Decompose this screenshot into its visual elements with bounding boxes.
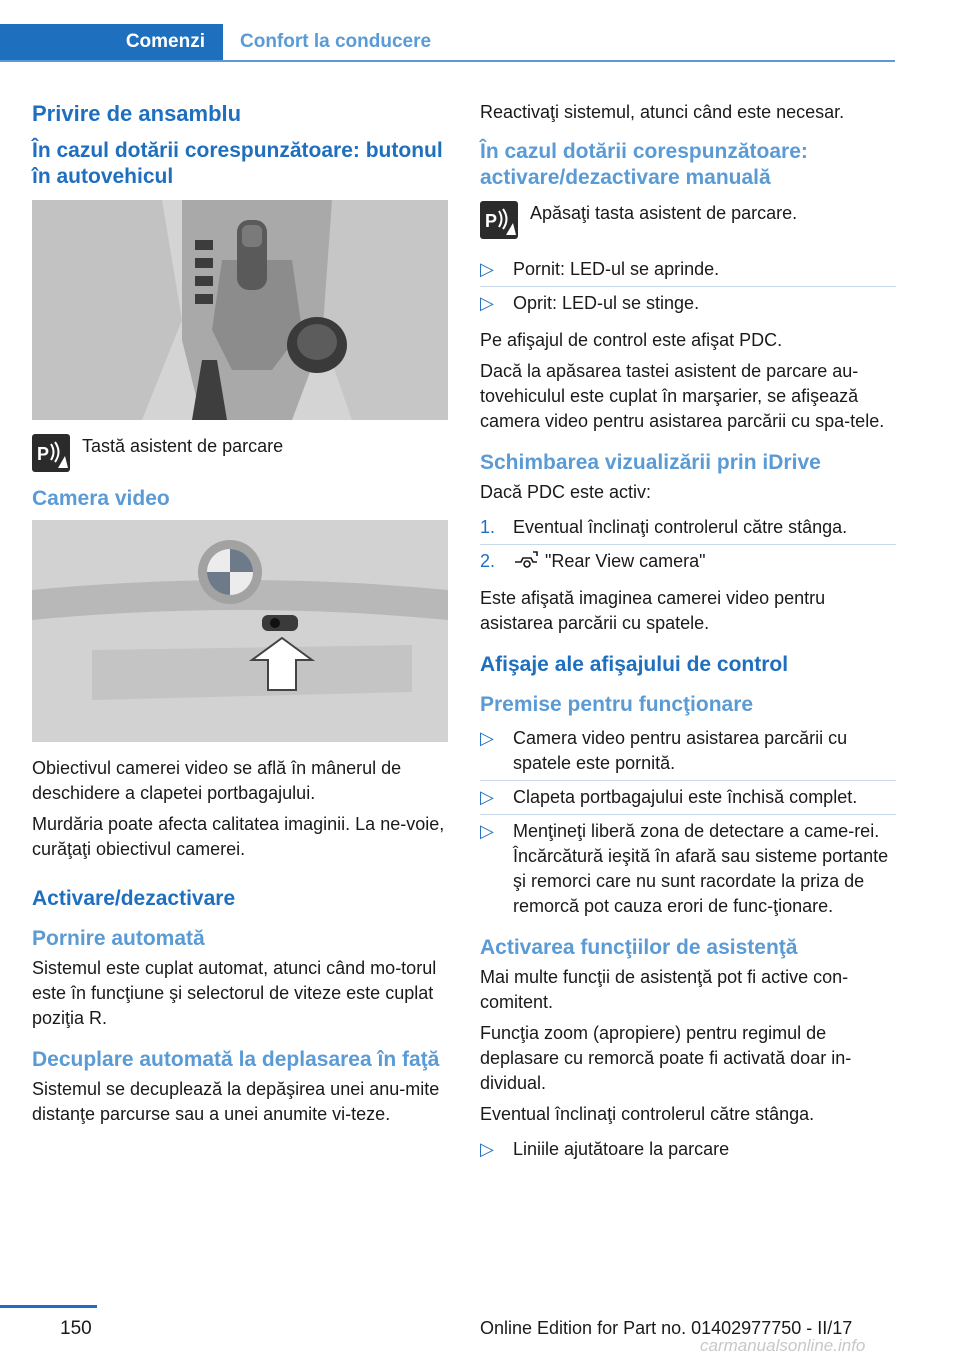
- list-item: ▷ Pornit: LED-ul se aprinde.: [480, 253, 896, 287]
- triangle-bullet-icon: ▷: [480, 821, 494, 841]
- parking-assistant-button-icon: [480, 201, 518, 239]
- auto-start-paragraph: Sistemul este cuplat automat, atunci când mo-torul este în funcţiune şi selectorul de viteze este cuplat poziţia R.: [32, 958, 437, 1028]
- manual-paragraph-1: Pe afişajul de control este afişat PDC.: [480, 330, 783, 350]
- left-column: [32, 100, 448, 1133]
- triangle-bullet-icon: ▷: [480, 1139, 494, 1159]
- list-item: ▷ Clapeta portbagajului este închisă complet.: [480, 781, 896, 815]
- heading-manual-activation: În cazul dotării corespunzătoare: activare/dezactivare manuală: [480, 140, 808, 189]
- camera-paragraph-1: Obiectivul camerei video se află în mânerul de deschidere a clapetei portbagajului.: [32, 758, 402, 803]
- assist-paragraph-2: Funcţia zoom (apropiere) pentru regimul de deplasare cu remorcă poate fi activată doar in-dividual.: [480, 1023, 852, 1093]
- button-caption-row: [32, 434, 448, 472]
- heading-premises: Premise pentru funcţionare: [480, 693, 754, 716]
- manual-caption: Apăsaţi tasta asistent de parcare.: [530, 203, 798, 223]
- idrive-paragraph: Este afişată imaginea camerei video pentru asistarea parcării cu spatele.: [480, 588, 826, 633]
- list-item: 1. Eventual înclinaţi controlerul către stânga.: [480, 511, 896, 545]
- auto-off-paragraph: Sistemul se decuplează la depăşirea unei anu-mite distanţe parcurse sau a unei anumite vi-teze.: [32, 1079, 440, 1124]
- tab-comenzi[interactable]: Comenzi: [0, 24, 223, 60]
- console-photo: [32, 200, 448, 420]
- heading-auto-start: Pornire automată: [32, 927, 205, 950]
- idrive-intro: Dacă PDC este activ:: [480, 482, 652, 502]
- triangle-bullet-icon: ▷: [480, 293, 494, 313]
- right-column: [480, 100, 896, 1174]
- manual-paragraph-2: Dacă la apăsarea tastei asistent de parcare au-tovehiculul este cuplat în marşarier, se afişează camera video pentru asistarea parcării cu spa-tele.: [480, 361, 885, 431]
- tab-confort-la-conducere[interactable]: Confort la conducere: [240, 31, 432, 52]
- assist-paragraph-3: Eventual înclinaţi controlerul către stânga.: [480, 1104, 815, 1124]
- triangle-bullet-icon: ▷: [480, 787, 494, 807]
- premises-list: [480, 722, 896, 923]
- rear-view-camera-icon: [513, 550, 539, 570]
- heading-overview: Privire de ansamblu: [32, 101, 242, 126]
- header-divider: [0, 60, 895, 62]
- page-header: [0, 24, 895, 62]
- watermark: carmanualsonline.info: [700, 1336, 866, 1355]
- parking-assistant-button-icon: [32, 434, 70, 472]
- idrive-steps-list: [480, 511, 896, 578]
- list-item: ▷ Menţineţi liberă zona de detectare a came-rei. Încărcătură ieşită în afară sau sisteme portante şi remorci care nu sunt racordate la priza de remorcă pot cauza erori de func-ţionare.: [480, 821, 889, 916]
- edition-note: Online Edition for Part no. 01402977750 - II/17: [480, 1318, 853, 1338]
- list-item: ▷ Oprit: LED-ul se stinge.: [480, 287, 896, 320]
- reactivate-paragraph: Reactivaţi sistemul, atunci când este necesar.: [480, 102, 845, 122]
- list-item: ▷ Camera video pentru asistarea parcării cu spatele este pornită.: [480, 722, 896, 781]
- console-illustration: [32, 200, 448, 420]
- triangle-bullet-icon: ▷: [480, 259, 494, 279]
- camera-paragraph-2: Murdăria poate afecta calitatea imaginii. La ne-voie, curăţaţi obiectivul camerei.: [32, 814, 445, 859]
- svg-text:P: P: [485, 211, 498, 231]
- heading-auto-off: Decuplare automată la deplasarea în faţă: [32, 1048, 440, 1071]
- step-number: 1.: [480, 517, 496, 537]
- svg-text:P: P: [37, 444, 50, 464]
- button-caption: Tastă asistent de parcare: [82, 436, 284, 456]
- tailgate-illustration: [32, 520, 448, 742]
- assist-list: [480, 1133, 896, 1166]
- heading-displays: Afişaje ale afişajului de control: [480, 653, 789, 676]
- heading-assist-functions: Activarea funcţiilor de asistenţă: [480, 936, 798, 959]
- footer-divider: [0, 1305, 97, 1308]
- heading-idrive: Schimbarea vizualizării prin iDrive: [480, 451, 821, 474]
- step-number: 2.: [480, 551, 496, 571]
- assist-paragraph-1: Mai multe funcţii de asistenţă pot fi active con-comitent.: [480, 967, 849, 1012]
- list-item: ▷ Liniile ajutătoare la parcare: [480, 1133, 896, 1166]
- manual-caption-row: [480, 201, 896, 239]
- triangle-bullet-icon: ▷: [480, 728, 494, 748]
- heading-activation: Activare/dezactivare: [32, 887, 236, 910]
- heading-button-in-vehicle: În cazul dotării corespunzătoare: butonul în autovehicul: [32, 139, 443, 188]
- list-item: 2. "Rear View camera": [480, 545, 896, 578]
- heading-camera: Camera video: [32, 487, 170, 510]
- page-number: 150: [60, 1318, 92, 1339]
- tailgate-camera-photo: [32, 520, 448, 742]
- manual-status-list: [480, 253, 896, 320]
